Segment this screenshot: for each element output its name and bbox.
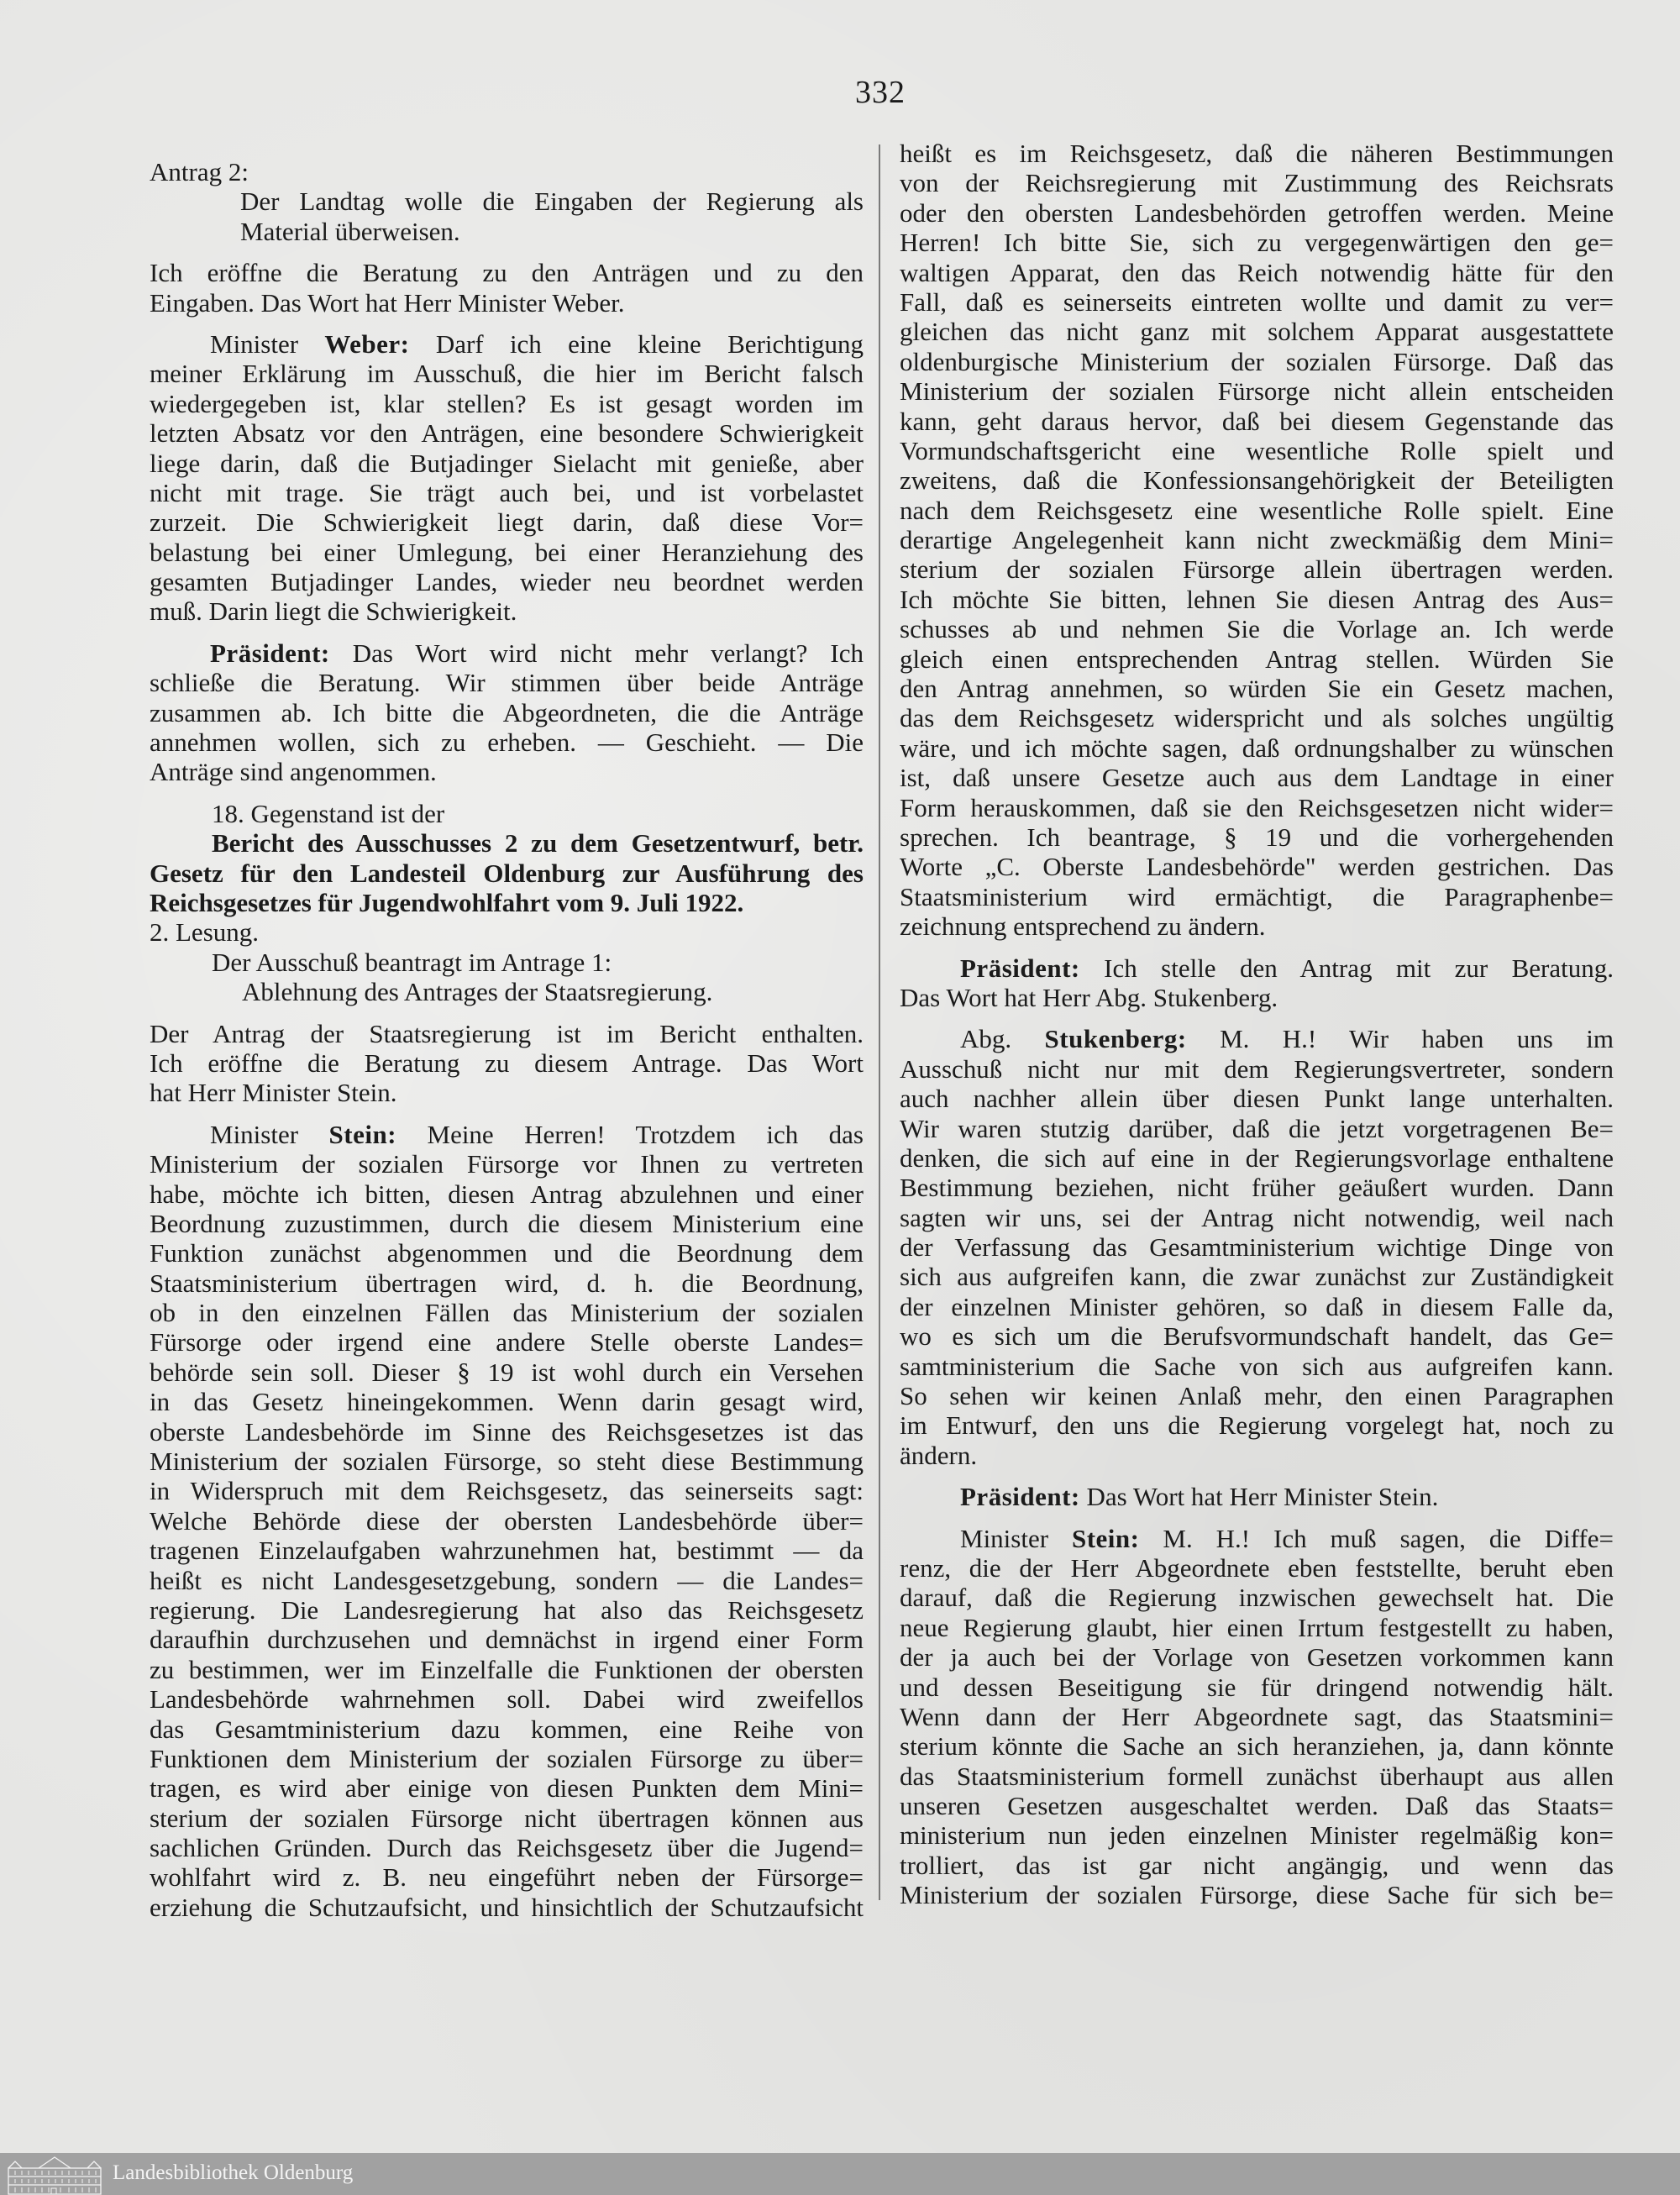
text-line xyxy=(900,376,1614,406)
line-text: Das Wort hat Herr Minister Stein. xyxy=(1079,1482,1439,1512)
speaker-name: Präsident: xyxy=(960,1482,1080,1512)
text-line xyxy=(900,1114,1614,1143)
text-line xyxy=(212,948,864,977)
text-line xyxy=(150,1387,864,1416)
line-text: sterium der sozialen Fürsorge allein übertragen werden. xyxy=(900,554,1614,585)
text-line xyxy=(150,1447,864,1476)
line-text: Funktionen dem Ministerium der sozialen Fürsorge zu über= xyxy=(150,1743,864,1773)
line-text: waltigen Apparat, den das Reich notwendig hätte für den xyxy=(900,257,1614,287)
library-name: Landesbibliothek Oldenburg xyxy=(113,2161,354,2184)
line-text: wo es sich um die Berufsvormundschaft handelt, das Ge= xyxy=(900,1321,1614,1352)
text-line xyxy=(150,538,864,567)
line-text: Wir waren stutzig darüber, daß die jetzt vorgetragenen Be= xyxy=(900,1113,1614,1143)
line-text: sagten wir uns, sei der Antrag nicht notwendig, weil nach xyxy=(900,1202,1614,1232)
line-text: Das Wort hat Herr Abg. Stukenberg. xyxy=(900,982,1278,1012)
line-text: So sehen wir keinen Anlaß mehr, den einen Paragraphen xyxy=(900,1381,1614,1411)
text-line xyxy=(150,1715,864,1744)
speaker-title: Minister xyxy=(210,328,325,359)
text-line xyxy=(900,1173,1614,1202)
line-text: Beordnung zuzustimmen, durch die diesem Ministerium eine xyxy=(150,1208,864,1238)
text-line xyxy=(150,888,864,917)
text-line xyxy=(900,258,1614,287)
paragraph xyxy=(150,948,864,977)
text-line xyxy=(150,1298,864,1327)
line-text: der einzelnen Minister gehören, so daß in diesem Falle da, xyxy=(900,1291,1614,1321)
line-text: Ministerium der sozialen Fürsorge, so steht diese Bestimmung xyxy=(150,1447,864,1477)
line-text: heißt es im Reichsgesetz, daß die näheren Bestimmungen xyxy=(900,139,1614,168)
speaker-title: Abg. xyxy=(960,1024,1045,1054)
text-line xyxy=(150,567,864,596)
text-line xyxy=(900,1524,1614,1553)
column-divider xyxy=(879,144,880,1900)
footer-banner xyxy=(0,2153,1680,2195)
library-building-logo-icon xyxy=(5,2155,104,2195)
line-text: sterium der sozialen Fürsorge nicht übertragen können aus xyxy=(150,1803,864,1833)
text-line xyxy=(900,1762,1614,1791)
paragraph xyxy=(150,186,864,246)
line-text: Fall, daß es seinerseits eintreten wollte und damit zu ver= xyxy=(900,286,1614,317)
text-line xyxy=(150,1120,864,1149)
text-line xyxy=(900,407,1614,436)
text-line xyxy=(900,347,1614,376)
text-line xyxy=(150,329,864,359)
text-line xyxy=(900,1583,1614,1612)
text-line xyxy=(900,733,1614,763)
text-line xyxy=(150,1595,864,1625)
line-text: Wenn dann der Herr Abgeordnete sagt, das Staatsmini= xyxy=(900,1701,1614,1731)
line-text: den Antrag annehmen, so würden Sie ein Gesetz machen, xyxy=(900,674,1614,704)
text-line xyxy=(900,674,1614,703)
line-text: zu bestimmen, wer im Einzelfalle die Funktionen der obersten xyxy=(150,1654,864,1684)
line-text: habe, möchte ich bitten, diesen Antrag abzulehnen und einer xyxy=(150,1179,864,1209)
line-text: Antrag 2: xyxy=(150,157,249,186)
line-text: denken, die sich auf eine in der Regierungsvorlage enthaltene xyxy=(900,1142,1614,1173)
page-number: 332 xyxy=(855,75,906,110)
speaker-name: Weber: xyxy=(324,328,410,359)
line-text: sich aus aufgreifen kann, die zwar zunächst zur Zuständigkeit xyxy=(900,1262,1614,1292)
line-text: Anträge sind angenommen. xyxy=(150,757,437,787)
text-line xyxy=(900,1381,1614,1410)
text-line xyxy=(150,1684,864,1714)
line-text: Ausschuß nicht nur mit dem Regierungsvertreter, sondern xyxy=(900,1053,1614,1084)
text-line xyxy=(900,953,1614,983)
text-line xyxy=(150,1417,864,1447)
text-line xyxy=(900,703,1614,733)
paragraph xyxy=(900,139,1614,942)
text-line xyxy=(150,1327,864,1357)
line-text: Darf ich eine kleine Berichtigung xyxy=(409,328,864,359)
line-text: Eingaben. Das Wort hat Herr Minister Weber. xyxy=(150,287,625,318)
text-line xyxy=(150,478,864,507)
line-text: sprechen. Ich beantrage, § 19 und die vorhergehenden xyxy=(900,822,1614,852)
text-line xyxy=(150,1048,864,1078)
text-line xyxy=(900,317,1614,346)
line-text: unseren Gesetzen ausgeschaltet werden. Daß das Staats= xyxy=(900,1791,1614,1821)
line-text: wohlfahrt wird z. B. neu eingeführt neben der Fürsorge= xyxy=(150,1862,864,1893)
line-text: heißt es nicht Landesgesetzgebung, sondern — die Landes= xyxy=(150,1565,864,1595)
speaker-name: Präsident: xyxy=(210,638,330,668)
speaker-name: Stukenberg: xyxy=(1044,1024,1187,1054)
line-text: Ich stelle den Antrag mit zur Beratung. xyxy=(1079,953,1614,983)
text-line xyxy=(900,1232,1614,1262)
text-line xyxy=(150,1833,864,1862)
text-line xyxy=(150,449,864,478)
text-line xyxy=(150,288,864,318)
line-text: wiedergegeben ist, klar stellen? Es ist gesagt worden im xyxy=(150,388,864,418)
text-line xyxy=(150,1357,864,1387)
text-line xyxy=(150,1149,864,1179)
line-text: liege darin, daß die Butjadinger Sielacht mit genieße, aber xyxy=(150,448,864,478)
line-text: Ministerium der sozialen Fürsorge nicht allein entscheiden xyxy=(900,376,1614,407)
line-text: Bericht des Ausschusses 2 zu dem Gesetzentwurf, betr. xyxy=(212,828,864,859)
text-line xyxy=(900,1084,1614,1113)
line-text: Bestimmung beziehen, nicht früher geäußert wurden. Dann xyxy=(900,1173,1614,1203)
text-line xyxy=(900,1702,1614,1731)
line-text: zweitens, daß die Konfessionsangehörigkeit der Beteiligten xyxy=(900,465,1614,496)
text-line xyxy=(150,359,864,388)
left-column xyxy=(150,157,864,1934)
line-text: und dessen Beseitigung sie für dringend notwendig hält. xyxy=(900,1672,1614,1702)
line-text: im Entwurf, den uns die Regierung vorgelegt hat, noch zu xyxy=(900,1410,1614,1441)
speaker-name: Präsident: xyxy=(960,953,1080,983)
text-line xyxy=(150,1625,864,1654)
text-line xyxy=(212,799,864,828)
text-line xyxy=(150,727,864,757)
text-line xyxy=(150,638,864,668)
text-line xyxy=(900,465,1614,495)
speech-paragraph xyxy=(150,638,864,787)
paragraph xyxy=(150,799,864,828)
speech-paragraph xyxy=(900,1524,1614,1910)
paragraph xyxy=(150,1019,864,1108)
text-line xyxy=(150,258,864,287)
line-text: auch nachher allein über diesen Punkt lange unterhalten. xyxy=(900,1084,1614,1114)
paragraph xyxy=(150,828,864,917)
line-text: samtministerium die Sache von sich aus aufgreifen kann. xyxy=(900,1351,1614,1381)
line-text: tragen, es wird aber einige von diesen Punkten dem Mini= xyxy=(150,1773,864,1804)
line-text: ändern. xyxy=(900,1440,978,1470)
line-text: erziehung die Schutzaufsicht, und hinsichtlich der Schutzaufsicht xyxy=(150,1892,864,1922)
text-line xyxy=(900,1553,1614,1583)
speaker-title: Minister xyxy=(960,1523,1072,1553)
line-text: das dem Reichsgesetz widerspricht und als solches ungültig xyxy=(900,703,1614,733)
line-text: nicht mit trage. Sie trägt auch bei, und ist vorbelastet xyxy=(150,477,864,507)
text-line xyxy=(150,859,864,888)
line-text: M. H.! Ich muß sagen, die Diffe= xyxy=(1139,1523,1614,1553)
text-line xyxy=(150,1536,864,1565)
line-text: Meine Herren! Trotzdem ich das xyxy=(396,1119,864,1149)
text-line xyxy=(150,596,864,626)
text-line xyxy=(900,1482,1614,1511)
text-line xyxy=(900,1673,1614,1702)
line-text: regierung. Die Landesregierung hat also das Reichsgesetz xyxy=(150,1594,864,1625)
line-text: Ich eröffne die Beratung zu den Anträgen und zu den xyxy=(150,258,864,288)
text-line xyxy=(150,1773,864,1803)
text-line xyxy=(150,1078,864,1107)
text-line xyxy=(150,1655,864,1684)
line-text: in das Gesetz hineingekommen. Wenn darin gesagt wird, xyxy=(150,1387,864,1417)
paragraph xyxy=(150,917,864,947)
text-line xyxy=(150,1209,864,1238)
line-text: zurzeit. Die Schwierigkeit liegt darin, daß diese Vor= xyxy=(150,507,864,538)
line-text: daraufhin durchzusehen und demnächst in irgend einer Form xyxy=(150,1625,864,1655)
line-text: Gesetz für den Landesteil Oldenburg zur Ausführung des xyxy=(150,858,864,888)
line-text: belastung bei einer Umlegung, bei einer Heranziehung des xyxy=(150,537,864,567)
line-text: meiner Erklärung im Ausschuß, die hier im Bericht falsch xyxy=(150,359,864,389)
speaker-title: Minister xyxy=(210,1119,329,1149)
line-text: annehmen wollen, sich zu erheben. — Geschieht. — Die xyxy=(150,727,864,758)
line-text: der ja auch bei der Vorlage von Gesetzen vorkommen kann xyxy=(900,1642,1614,1673)
text-line xyxy=(900,228,1614,257)
line-text: das Gesamtministerium dazu kommen, eine Reihe von xyxy=(150,1714,864,1744)
text-line xyxy=(242,977,864,1006)
text-line xyxy=(150,507,864,537)
line-text: Vormundschaftsgericht eine wesentliche Rolle spielt und xyxy=(900,435,1614,465)
text-line xyxy=(150,1019,864,1048)
text-line xyxy=(900,525,1614,554)
line-text: das Staatsministerium formell zunächst überhaupt aus allen xyxy=(900,1761,1614,1791)
text-line xyxy=(150,668,864,697)
text-line xyxy=(150,917,864,947)
line-text: Herren! Ich bitte Sie, sich zu vergegenwärtigen den ge= xyxy=(900,228,1614,258)
paragraph xyxy=(150,157,864,186)
line-text: Der Antrag der Staatsregierung ist im Bericht enthalten. xyxy=(150,1018,864,1048)
line-text: Fürsorge oder irgend eine andere Stelle oberste Landes= xyxy=(150,1327,864,1357)
text-line xyxy=(150,1893,864,1922)
text-line xyxy=(150,757,864,786)
line-text: Der Landtag wolle die Eingaben der Regierung als xyxy=(240,186,864,217)
line-text: gleich einen entsprechenden Antrag stellen. Würden Sie xyxy=(900,643,1614,674)
speech-paragraph xyxy=(900,1024,1614,1470)
text-line xyxy=(900,1410,1614,1440)
line-text: Funktion zunächst abgenommen und die Beordnung dem xyxy=(150,1238,864,1268)
line-text: derartige Angelegenheit kann nicht zweckmäßig dem Mini= xyxy=(900,525,1614,555)
line-text: Das Wort wird nicht mehr verlangt? Ich xyxy=(329,638,864,668)
text-line xyxy=(900,983,1614,1012)
text-line xyxy=(900,614,1614,643)
text-line xyxy=(150,157,864,186)
text-line xyxy=(900,585,1614,614)
line-text: Ich eröffne die Beratung zu diesem Antrage. Das Wort xyxy=(150,1048,864,1078)
speech-paragraph xyxy=(900,1482,1614,1511)
line-text: gesamten Butjadinger Landes, wieder neu beordnet werden xyxy=(150,567,864,597)
text-line xyxy=(900,793,1614,822)
text-line xyxy=(900,1143,1614,1173)
text-line xyxy=(900,822,1614,852)
text-line xyxy=(900,1054,1614,1084)
text-line xyxy=(900,911,1614,941)
speaker-name: Stein: xyxy=(1071,1523,1140,1553)
text-line xyxy=(150,418,864,448)
line-text: Staatsministerium wird ermächtigt, die Paragraphenbe= xyxy=(900,881,1614,911)
line-text: oberste Landesbehörde im Sinne des Reichsgesetzes ist das xyxy=(150,1416,864,1447)
line-text: 2. Lesung. xyxy=(150,917,260,948)
line-text: Staatsministerium übertragen wird, d. h. die Beordnung, xyxy=(150,1268,864,1298)
text-line xyxy=(900,168,1614,197)
text-line xyxy=(900,287,1614,317)
text-line xyxy=(900,1441,1614,1470)
line-text: behörde sein soll. Dieser § 19 ist wohl durch ein Versehen xyxy=(150,1357,864,1387)
line-text: renz, die der Herr Abgeordnete eben feststellte, beruht eben xyxy=(900,1552,1614,1583)
line-text: trolliert, das ist gar nicht angängig, und wenn das xyxy=(900,1850,1614,1880)
speech-paragraph xyxy=(150,329,864,627)
text-line xyxy=(150,828,864,858)
text-line xyxy=(240,217,864,246)
line-text: letzten Absatz vor den Anträgen, eine besondere Schwierigkeit xyxy=(150,418,864,449)
line-text: wäre, und ich möchte sagen, daß ordnungshalber zu wünschen xyxy=(900,733,1614,763)
line-text: Worte „C. Oberste Landesbehörde" werden gestrichen. Das xyxy=(900,852,1614,882)
line-text: oder den obersten Landesbehörden getroffen werden. Meine xyxy=(900,197,1614,228)
text-line xyxy=(900,1292,1614,1321)
text-line xyxy=(150,1476,864,1505)
line-text: Ministerium der sozialen Fürsorge, diese Sache für sich be= xyxy=(900,1880,1614,1910)
text-line xyxy=(150,1179,864,1209)
text-line xyxy=(150,1506,864,1536)
text-line xyxy=(150,1804,864,1833)
text-line xyxy=(900,763,1614,792)
text-line xyxy=(900,198,1614,228)
text-line xyxy=(900,1851,1614,1880)
line-text: sachlichen Gründen. Durch das Reichsgesetz über die Jugend= xyxy=(150,1833,864,1863)
text-line xyxy=(900,496,1614,525)
line-text: ministerium nun jeden einzelnen Minister regelmäßig kon= xyxy=(900,1820,1614,1851)
line-text: Landesbehörde wahrnehmen soll. Dabei wird zweifellos xyxy=(150,1684,864,1715)
line-text: nach dem Reichsgesetz eine wesentliche Rolle spielt. Eine xyxy=(900,495,1614,525)
line-text: der Verfassung das Gesamtministerium wichtige Dinge von xyxy=(900,1232,1614,1263)
text-line xyxy=(150,1566,864,1595)
text-line xyxy=(900,1880,1614,1909)
line-text: schließe die Beratung. Wir stimmen über beide Anträge xyxy=(150,668,864,698)
text-line xyxy=(900,644,1614,674)
line-text: kann, geht daraus hervor, daß bei diesem Gegenstande das xyxy=(900,406,1614,436)
line-text: Ablehnung des Antrages der Staatsregierung. xyxy=(242,977,713,1007)
line-text: Ministerium der sozialen Fürsorge vor Ihnen zu vertreten xyxy=(150,1149,864,1179)
line-text: muß. Darin liegt die Schwierigkeit. xyxy=(150,596,517,627)
text-line xyxy=(900,1820,1614,1850)
text-line xyxy=(900,1203,1614,1232)
text-line xyxy=(150,1744,864,1773)
line-text: sterium könnte die Sache an sich heranziehen, ja, dann könnte xyxy=(900,1731,1614,1762)
line-text: 18. Gegenstand ist der xyxy=(212,798,445,828)
line-text: Ich möchte Sie bitten, lehnen Sie diesen Antrag des Aus= xyxy=(900,584,1614,614)
text-line xyxy=(900,1642,1614,1672)
text-line xyxy=(900,139,1614,168)
speaker-name: Stein: xyxy=(328,1119,397,1149)
line-text: hat Herr Minister Stein. xyxy=(150,1078,397,1108)
text-line xyxy=(900,1613,1614,1642)
text-line xyxy=(900,852,1614,881)
line-text: schusses ab und nehmen Sie die Vorlage an. Ich werde xyxy=(900,614,1614,644)
text-line xyxy=(900,554,1614,584)
line-text: tragenen Einzelaufgaben wahrzunehmen hat, bestimmt — da xyxy=(150,1536,864,1566)
text-line xyxy=(150,698,864,727)
right-column xyxy=(900,139,1614,1922)
line-text: gleichen das nicht ganz mit solchem Apparat ausgestattete xyxy=(900,317,1614,347)
line-text: in Widerspruch mit dem Reichsgesetz, das seinerseits sagt: xyxy=(150,1476,864,1506)
text-line xyxy=(900,1791,1614,1820)
line-text: ob in den einzelnen Fällen das Ministerium der sozialen xyxy=(150,1298,864,1328)
text-line xyxy=(150,1238,864,1268)
line-text: Form herauskommen, daß sie den Reichsgesetzen nicht wider= xyxy=(900,792,1614,822)
text-line xyxy=(240,186,864,216)
line-text: M. H.! Wir haben uns im xyxy=(1186,1024,1614,1054)
line-text: darauf, daß die Regierung inzwischen gewechselt hat. Die xyxy=(900,1583,1614,1613)
line-text: oldenburgische Ministerium der sozialen Fürsorge. Daß das xyxy=(900,346,1614,376)
speech-paragraph xyxy=(150,1120,864,1923)
line-text: Reichsgesetzes für Jugendwohlfahrt vom 9. Juli 1922. xyxy=(150,887,744,917)
text-line xyxy=(900,1731,1614,1761)
speech-paragraph xyxy=(900,953,1614,1013)
text-line xyxy=(900,1352,1614,1381)
text-line xyxy=(900,1262,1614,1291)
text-line xyxy=(150,1268,864,1298)
paragraph xyxy=(150,977,864,1006)
text-line xyxy=(900,436,1614,465)
line-text: zusammen ab. Ich bitte die Abgeordneten, die die Anträge xyxy=(150,697,864,727)
line-text: Welche Behörde diese der obersten Landesbehörde über= xyxy=(150,1505,864,1536)
text-line xyxy=(900,1321,1614,1351)
text-line xyxy=(900,1024,1614,1053)
line-text: zeichnung entsprechend zu ändern. xyxy=(900,911,1266,942)
line-text: Material überweisen. xyxy=(240,216,460,246)
line-text: neue Regierung glaubt, hier einen Irrtum festgestellt zu haben, xyxy=(900,1612,1614,1642)
line-text: von der Reichsregierung mit Zustimmung des Reichsrats xyxy=(900,168,1614,198)
text-line xyxy=(150,389,864,418)
text-line xyxy=(900,882,1614,911)
line-text: Der Ausschuß beantragt im Antrage 1: xyxy=(212,947,612,977)
paragraph xyxy=(150,258,864,318)
line-text: ist, daß unsere Gesetze auch aus dem Landtage in einer xyxy=(900,763,1614,793)
text-line xyxy=(150,1862,864,1892)
